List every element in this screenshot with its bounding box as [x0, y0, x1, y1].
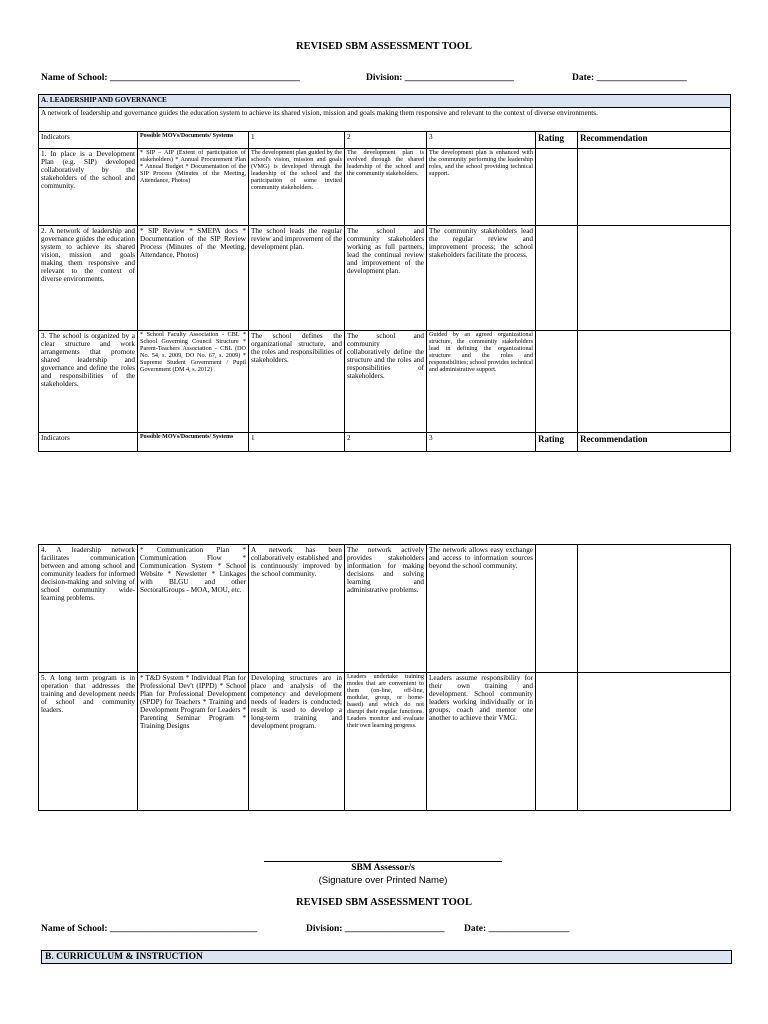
date-field: Date: _________________ [464, 924, 570, 934]
column-header: Recommendation [578, 433, 731, 452]
section-b-title: B. CURRICULUM & INSTRUCTION [41, 950, 732, 964]
column-header: 1 [249, 433, 345, 452]
level-3-cell: The development plan is enhanced with the community performing the leadership roles, and the school providing technical support. [427, 149, 536, 226]
column-header: Indicators [39, 132, 138, 149]
level-1-cell: The development plan guided by the school's vision, mission and goals (VMG) is developed through the leadership of the school and the participation of some invited community stakeholders. [249, 149, 345, 226]
page-title: REVISED SBM ASSESSMENT TOOL [296, 41, 472, 52]
column-header: 3 [427, 433, 536, 452]
column-header: 3 [427, 132, 536, 149]
column-header: Rating [536, 433, 578, 452]
rating-cell[interactable] [536, 149, 578, 226]
column-header: Possible MOVs/Documents/ Systems [138, 132, 249, 149]
recommendation-cell[interactable] [578, 149, 731, 226]
second-page-title: REVISED SBM ASSESSMENT TOOL [296, 897, 472, 908]
table-row [39, 331, 731, 433]
column-header: Recommendation [578, 132, 731, 149]
section-a-continued-table [38, 544, 731, 811]
column-header: Possible MOVs/Documents/ Systems [138, 433, 249, 452]
table-row [39, 545, 731, 673]
column-header: Rating [536, 132, 578, 149]
level-3-cell: Leaders assume responsibility for their own training and development. School community leaders working individually or in groups, coach and mentor one another to achieve their VMG. [427, 673, 536, 811]
level-2-cell: The development plan is evolved through the shared leadership of the school and the community stakeholders. [345, 149, 427, 226]
section-a-table [38, 94, 731, 452]
movs-cell: * School Faculty Association - CBL * School Governing Council Structure * Parent-Teachers Association - CBL (DO No. 54, s. 2009, DO No. 67, s. 2009) * Supreme Student Government / Pupil Government (DM 4, s. 2012) [138, 331, 249, 433]
level-2-cell: Leaders undertake training modes that are convenient to them (on-line, off-line, modular, group, or home-based) and which do not disrupt their regular functions. Leaders monitor and evaluate their own learning progress. [345, 673, 427, 811]
section-a-title: A. LEADERSHIP AND GOVERNANCE [39, 95, 731, 108]
school-name-field: Name of School: _______________________________ [41, 924, 258, 934]
school-name-field: Name of School: ________________________________________ [41, 73, 300, 83]
rating-cell[interactable] [536, 673, 578, 811]
table-row [39, 149, 731, 226]
indicator-cell: 5. A long term program is in operation that addresses the training and development needs of school and community leaders. [39, 673, 138, 811]
column-header: 2 [345, 433, 427, 452]
division-field: Division: _______________________ [366, 73, 515, 83]
rating-cell[interactable] [536, 226, 578, 331]
signature-caption: (Signature over Printed Name) [318, 875, 448, 886]
level-3-cell: Guided by an agreed organizational structure, the community stakeholders lead in defining the organizational structure and the roles and responsibilities; school provides technical and administrative support. [427, 331, 536, 433]
division-field: Division: _____________________ [306, 924, 445, 934]
date-field: Date: ___________________ [572, 73, 687, 83]
assessor-label: SBM Assessor/s [351, 863, 415, 873]
recommendation-cell[interactable] [578, 545, 731, 673]
rating-cell[interactable] [536, 331, 578, 433]
indicator-cell: 3. The school is organized by a clear structure and work arrangements that promote shared leadership and governance and define the roles and responsibilities of the stakeholders. [39, 331, 138, 433]
level-3-cell: The community stakeholders lead the regular review and improvement process; the school stakeholders facilitate the process. [427, 226, 536, 331]
movs-cell: * Communication Plan * Communication Flow * Communication System * School Website * Newsletter * Linkages with BLGU and other SectoralGroups - MOA, MOU, etc. [138, 545, 249, 673]
column-header: Indicators [39, 433, 138, 452]
level-1-cell: A network has been collaboratively established and is continuously improved by the school community. [249, 545, 345, 673]
indicator-cell: 1. In place is a Development Plan (e.g. SIP) developed collaboratively by the stakeholders of the school and community. [39, 149, 138, 226]
recommendation-cell[interactable] [578, 673, 731, 811]
table-row [39, 226, 731, 331]
table-row [39, 673, 731, 811]
recommendation-cell[interactable] [578, 331, 731, 433]
movs-cell: * SIP Review * SMEPA docs * Documentation of the SIP Review Process (Minutes of the Meeting, Attendance, Photos) [138, 226, 249, 331]
rating-cell[interactable] [536, 545, 578, 673]
level-2-cell: The school and community stakeholders working as full partners, lead the continual review and improvement of the development plan. [345, 226, 427, 331]
section-a-description: A network of leadership and governance guides the education system to achieve its shared vision, mission and goals making them responsive and relevant to the context of diverse environments. [39, 108, 731, 132]
signature-line [264, 861, 502, 862]
column-header: 1 [249, 132, 345, 149]
level-1-cell: The school leads the regular review and improvement of the development plan. [249, 226, 345, 331]
level-1-cell: The school defines the organizational structure, and the roles and responsibilities of stakeholders. [249, 331, 345, 433]
recommendation-cell[interactable] [578, 226, 731, 331]
indicator-cell: 2. A network of leadership and governance guides the education system to achieve its shared vision, mission and goals making them responsive and relevant to the context of diverse environments. [39, 226, 138, 331]
level-3-cell: The network allows easy exchange and access to information sources beyond the school community. [427, 545, 536, 673]
movs-cell: * SIP – AIP (Extent of participation of stakeholders) * Annual Procurement Plan * Annual Budget * Documentation of the SIP Process (Minutes of the Meeting, Attendance, Photos) [138, 149, 249, 226]
movs-cell: * T&D System * Individual Plan for Professional Dev't (IPPD) * School Plan for Professional Development (SPDP) for Teachers * Training and Development Program for Leaders * Parenting Seminar Program * Training Designs [138, 673, 249, 811]
indicator-cell: 4. A leadership network facilitates communication between and among school and community leaders for informed decision-making and solving of school community wide-learning problems. [39, 545, 138, 673]
level-2-cell: The school and community collaboratively define the structure and the roles and responsibilities of stakeholders. [345, 331, 427, 433]
level-1-cell: Developing structures are in place and analysis of the competency and development needs of leaders is conducted; result is used to develop a long-term training and development program. [249, 673, 345, 811]
column-header: 2 [345, 132, 427, 149]
level-2-cell: The network actively provides stakeholders information for making decisions and solving learning and administrative problems. [345, 545, 427, 673]
